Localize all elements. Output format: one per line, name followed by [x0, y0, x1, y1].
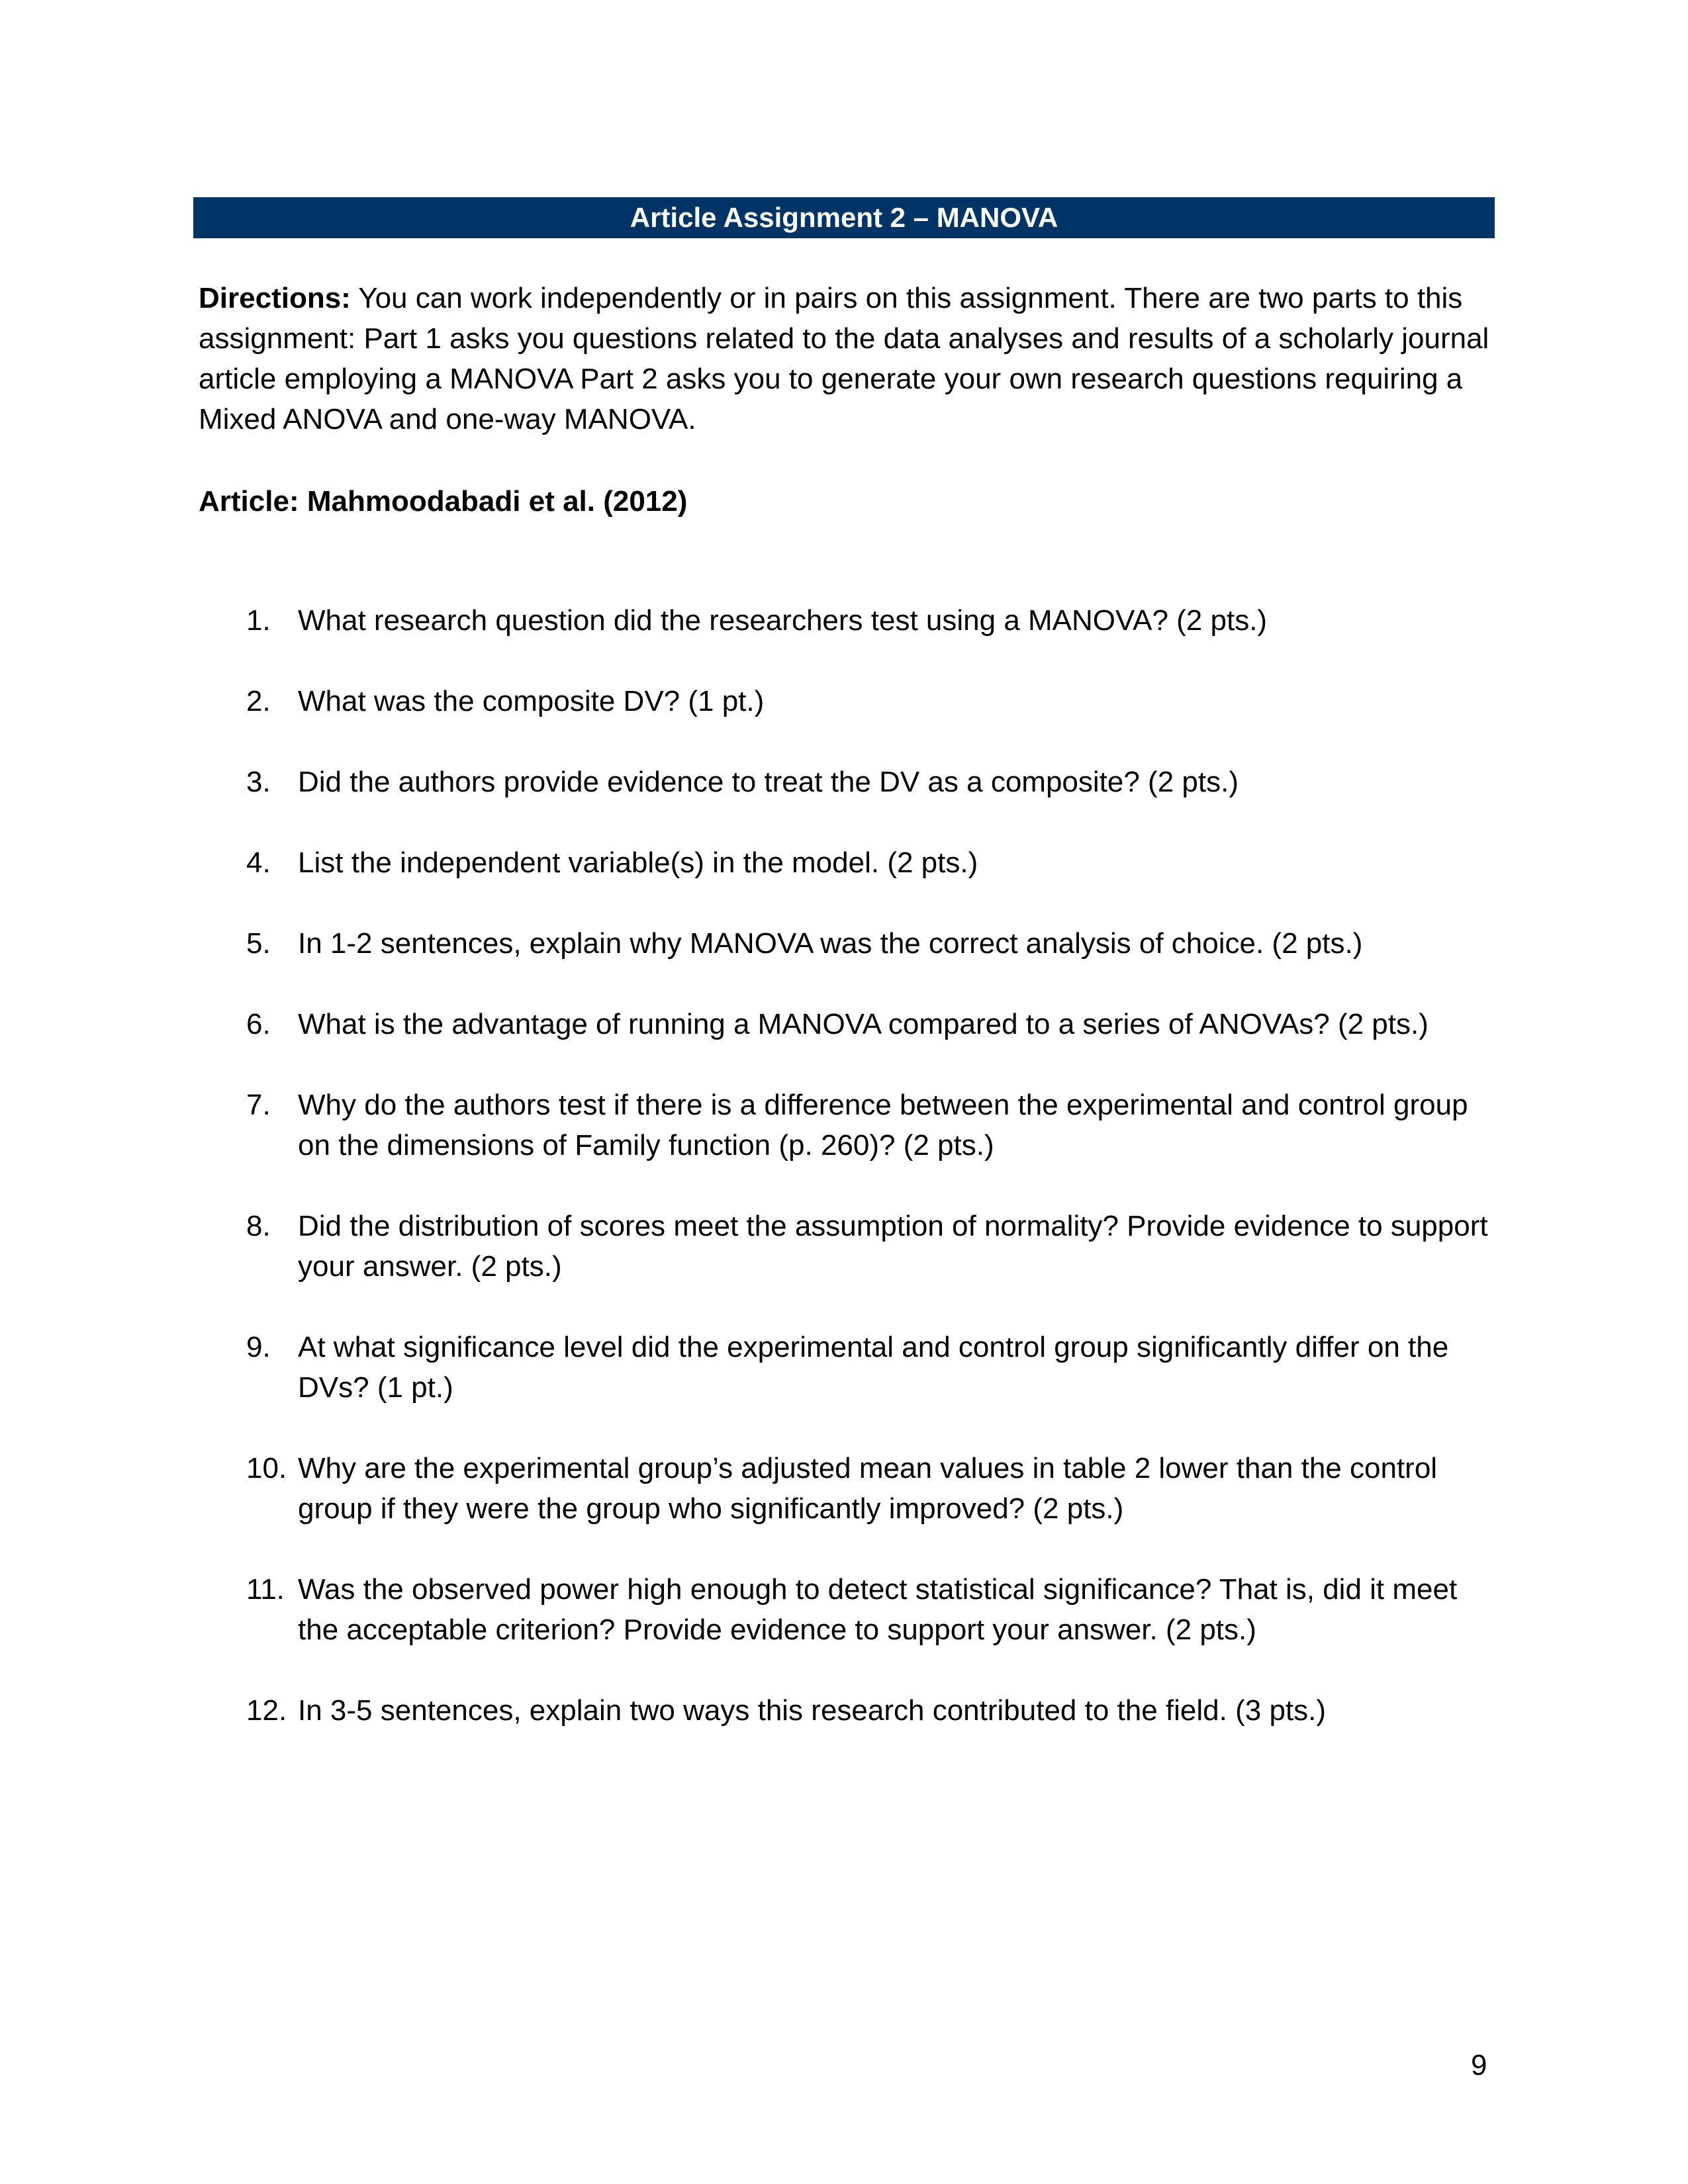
- assignment-title: Article Assignment 2 – MANOVA: [630, 202, 1058, 233]
- question-text: Was the observed power high enough to detect statistical significance? That is, did it meet the acceptable criterion? Provide evidence to support your answer. (2 pts.): [298, 1573, 1458, 1646]
- directions-paragraph: [199, 278, 1496, 439]
- question-item: [246, 762, 1497, 802]
- question-text: Why are the experimental group’s adjusted mean values in table 2 lower than the control group if they were the group who significantly improved? (2 pts.): [298, 1452, 1438, 1525]
- question-item: [246, 1004, 1497, 1044]
- question-item: [246, 681, 1497, 721]
- question-text: What was the composite DV? (1 pt.): [298, 685, 765, 717]
- question-text: What is the advantage of running a MANOVA compared to a series of ANOVAs? (2 pts.): [298, 1008, 1429, 1040]
- question-number: 8.: [246, 1210, 271, 1242]
- directions-text: You can work independently or in pairs on this assignment. There are two parts to this assignment: Part 1 asks you questions related to the data analyses and results of a scholarly journal article employing a MANOVA Part 2 asks you to generate your own research questions requiring a Mixed ANOVA and one-way MANOVA.: [199, 282, 1489, 435]
- question-number: 6.: [246, 1008, 271, 1040]
- question-number: 3.: [246, 766, 271, 798]
- question-item: [246, 1206, 1497, 1287]
- question-text: In 1-2 sentences, explain why MANOVA was the correct analysis of choice. (2 pts.): [298, 927, 1363, 960]
- question-item: [246, 1448, 1497, 1529]
- question-text: List the independent variable(s) in the model. (2 pts.): [298, 846, 978, 879]
- question-number: 12.: [246, 1694, 287, 1727]
- question-item: [246, 600, 1497, 641]
- question-item: [246, 842, 1497, 883]
- question-item: [246, 1690, 1497, 1731]
- question-text: What research question did the researchers test using a MANOVA? (2 pts.): [298, 604, 1268, 637]
- directions-label: Directions:: [199, 282, 351, 314]
- question-item: [246, 1327, 1497, 1408]
- question-number: 11.: [246, 1573, 285, 1606]
- question-text: Did the authors provide evidence to treat the DV as a composite? (2 pts.): [298, 766, 1239, 798]
- question-item: [246, 1085, 1497, 1165]
- question-text: At what significance level did the experimental and control group significantly differ on the DVs? (1 pt.): [298, 1331, 1449, 1404]
- question-text: In 3-5 sentences, explain two ways this research contributed to the field. (3 pts.): [298, 1694, 1327, 1727]
- question-item: [246, 923, 1497, 964]
- question-text: Did the distribution of scores meet the assumption of normality? Provide evidence to support your answer. (2 pts.): [298, 1210, 1488, 1283]
- question-number: 5.: [246, 927, 271, 960]
- question-text: Why do the authors test if there is a difference between the experimental and control group on the dimensions of Family function (p. 260)? (2 pts.): [298, 1089, 1468, 1161]
- question-item: [246, 1569, 1497, 1650]
- question-number: 4.: [246, 846, 271, 879]
- question-number: 1.: [246, 604, 271, 637]
- question-number: 10.: [246, 1452, 287, 1484]
- assignment-title-banner: [193, 197, 1495, 238]
- question-number: 2.: [246, 685, 271, 717]
- question-number: 9.: [246, 1331, 271, 1363]
- article-citation: Article: Mahmoodabadi et al. (2012): [199, 485, 688, 518]
- question-number: 7.: [246, 1089, 271, 1121]
- page-number: 9: [1471, 2049, 1487, 2081]
